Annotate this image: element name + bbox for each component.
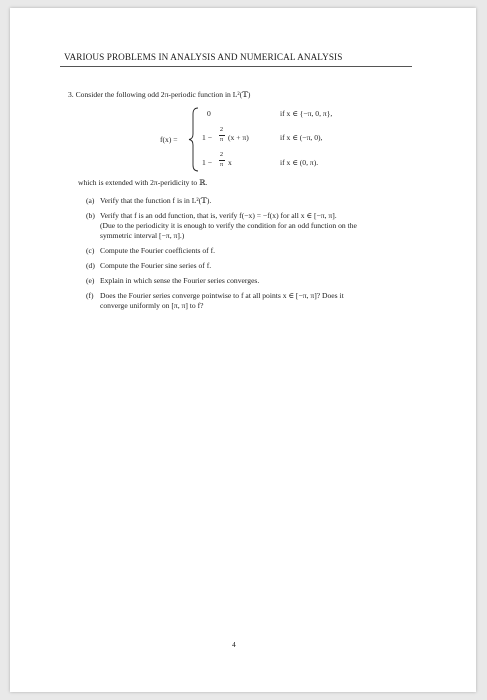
case-1-expr: 0 xyxy=(207,109,211,118)
left-brace xyxy=(188,107,200,172)
item-f-line-1: Does the Fourier series converge pointwise to f at all points x ∈ [−π, π]? Does it xyxy=(100,290,344,300)
item-b-label: (b) xyxy=(86,211,95,220)
case-1-condition: if x ∈ {−π, 0, π}, xyxy=(280,109,333,118)
case-3-suffix: x xyxy=(228,158,232,167)
item-a-label: (a) xyxy=(86,196,95,205)
item-b-line-1: Verify that f is an odd function, that is, verify f(−x) = −f(x) for all x ∈ [−π, π]. xyxy=(100,210,337,220)
item-b-line-2: (Due to the periodicity it is enough to verify the condition for an odd function on the xyxy=(100,220,357,230)
item-d-label: (d) xyxy=(86,261,95,270)
function-lhs: f(x) = xyxy=(160,135,178,144)
case-2-suffix: (x + π) xyxy=(228,133,249,142)
header-rule xyxy=(60,66,412,67)
running-header: VARIOUS PROBLEMS IN ANALYSIS AND NUMERICAL ANALYSIS xyxy=(64,52,343,62)
document-page xyxy=(10,8,476,692)
case-3-frac-num: 2 xyxy=(219,151,224,158)
case-2-prefix: 1 − xyxy=(202,133,212,142)
item-a-line-1: Verify that the function f is in L²(𝕋). xyxy=(100,195,212,205)
item-f-label: (f) xyxy=(86,291,94,300)
extension-note: which is extended with 2π-peridicity to ℝ. xyxy=(78,178,208,187)
case-2-frac-num: 2 xyxy=(219,126,224,133)
case-2-frac-den: π xyxy=(219,136,224,143)
case-3-prefix: 1 − xyxy=(202,158,212,167)
page-number: 4 xyxy=(232,640,236,649)
item-c-label: (c) xyxy=(86,246,95,255)
case-3-condition: if x ∈ (0, π). xyxy=(280,158,319,167)
case-2-condition: if x ∈ (−π, 0), xyxy=(280,133,323,142)
item-e-label: (e) xyxy=(86,276,95,285)
case-3-frac-den: π xyxy=(219,161,224,168)
item-d-line-1: Compute the Fourier sine series of f. xyxy=(100,260,212,270)
item-f-line-2: converge uniformly on [π, π] to f? xyxy=(100,300,204,310)
item-c-line-1: Compute the Fourier coefficients of f. xyxy=(100,245,215,255)
item-e-line-1: Explain in which sense the Fourier series converges. xyxy=(100,275,260,285)
item-b-line-3: symmetric interval [−π, π].) xyxy=(100,230,185,240)
problem-intro: 3. Consider the following odd 2π-periodic function in L²(𝕋) xyxy=(68,90,251,99)
